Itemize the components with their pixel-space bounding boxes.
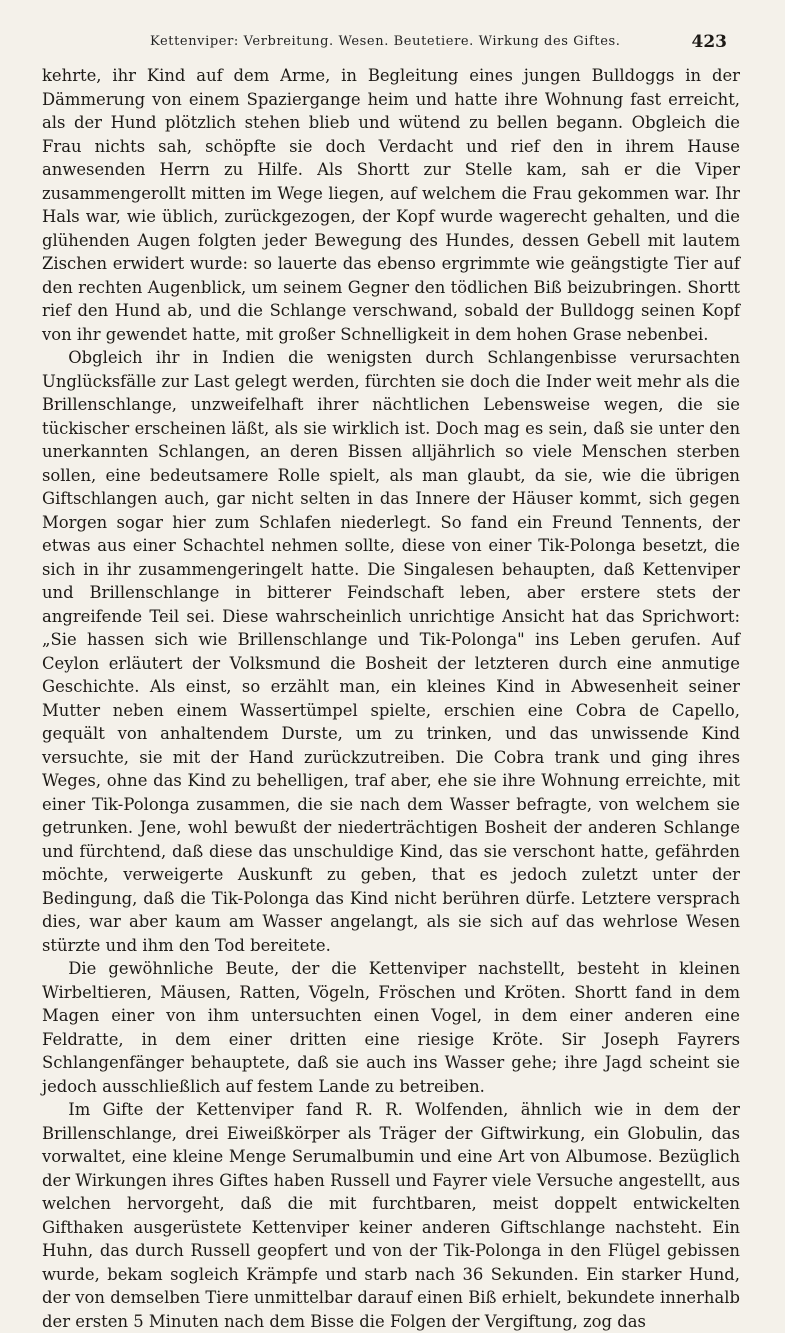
paragraph-beute: Die gewöhnliche Beute, der die Kettenviper nachstellt, besteht in kleinen Wirbeltieren, Mäusen, Ratten, Vögeln, Fröschen und Kröten. Shortt fand in dem Magen einer von ihm untersuchten einen Vogel, in dem einer anderen eine Feldratte, in dem einer dritten eine riesige Kröte. Sir Joseph Fayrers Schlangenfänger behauptete, daß sie auch ins Wasser gehe; ihre Jagd scheint sie jedoch ausschließlich auf festem Lande zu betreiben. [42, 959, 740, 1096]
paragraph-continuation: kehrte, ihr Kind auf dem Arme, in Begleitung eines jungen Bulldoggs in der Dämmerung von einem Spaziergange heim und hatte ihre Wohnung fast erreicht, als der Hund plötzlich stehen blieb und wütend zu bellen begann. Obgleich die Frau nichts sah, schöpfte sie doch Verdacht und rief den in ihrem Hause anwesenden Herrn zu Hilfe. Als Shortt zur Stelle kam, sah er die Viper zusammengerollt mitten im Wege liegen, auf welchem die Frau gekommen war. Ihr Hals war, wie üblich, zurückgezogen, der Kopf wurde wagerecht gehalten, und die glühenden Augen folgten jeder Bewegung des Hundes, dessen Gebell mit lautem Zischen erwidert wurde: so lauerte das ebenso ergrimmte wie geängstigte Tier auf den rechten Augenblick, um seinem Gegner den tödlichen Biß beizubringen. Shortt rief den Hund ab, und die Schlange verschwand, sobald der Bulldogg seinen Kopf von ihr gewendet hatte, mit großer Schnelligkeit in dem hohen Grase nebenbei. [42, 66, 740, 344]
running-head: Kettenviper: Verbreitung. Wesen. Beutetiere. Wirkung des Giftes. [150, 34, 621, 49]
body-text [42, 64, 740, 1333]
page-number: 423 [691, 32, 727, 52]
paragraph-gift: Im Gifte der Kettenviper fand R. R. Wolfenden, ähnlich wie in dem der Brillenschlange, drei Eiweißkörper als Träger der Giftwirkung, ein Globulin, das vorwaltet, eine kleine Menge Serumalbumin und eine Art von Albumose. Bezüglich der Wirkungen ihres Giftes haben Russell und Fayrer viele Versuche angestellt, aus welchen hervorgeht, daß die mit furchtbaren, meist doppelt entwickelten Gifthaken ausgerüstete Kettenviper keiner anderen Giftschlange nachsteht. Ein Huhn, das durch Russell geopfert und von der Tik-Polonga in den Flügel gebissen wurde, bekam sogleich Krämpfe und starb nach 36 Sekunden. Ein starker Hund, der von demselben Tiere unmittelbar darauf einen Biß erhielt, bekundete innerhalb der ersten 5 Minuten nach dem Bisse die Folgen der Vergiftung, zog das [42, 1100, 740, 1331]
paragraph-indien: Obgleich ihr in Indien die wenigsten durch Schlangenbisse verursachten Unglücksfälle zur Last gelegt werden, fürchten sie doch die Inder weit mehr als die Brillenschlange, unzweifelhaft ihrer nächtlichen Lebensweise wegen, die sie tückischer erscheinen läßt, als sie wirklich ist. Doch mag es sein, daß sie unter den unerkannten Schlangen, an deren Bissen alljährlich so viele Menschen sterben sollen, eine bedeutsamere Rolle spielt, als man glaubt, da sie, wie die übrigen Giftschlangen auch, gar nicht selten in das Innere der Häuser kommt, sich gegen Morgen sogar hier zum Schlafen niederlegt. So fand ein Freund Tennents, der etwas aus einer Schachtel nehmen sollte, diese von einer Tik-Polonga besetzt, die sich in ihr zusammengeringelt hatte. Die Singalesen behaupten, daß Kettenviper und Brillenschlange in bitterer Feindschaft leben, aber erstere stets der angreifende Teil sei. Diese wahrscheinlich unrichtige Ansicht hat das Sprichwort: „Sie hassen sich wie Brillenschlange und Tik-Polonga" ins Leben gerufen. Auf Ceylon erläutert der Volksmund die Bosheit der letzteren durch eine anmutige Geschichte. Als einst, so erzählt man, ein kleines Kind in Abwesenheit seiner Mutter neben einem Wassertümpel spielte, erschien eine Cobra de Capello, gequält von anhaltendem Durste, um zu trinken, und das unwissende Kind versuchte, sie mit der Hand zurückzutreiben. Die Cobra trank und ging ihres Weges, ohne das Kind zu behelligen, traf aber, ehe sie ihre Wohnung erreichte, mit einer Tik-Polonga zusammen, die sie nach dem Wasser befragte, von welchem sie getrunken. Jene, wohl bewußt der niederträchtigen Bosheit der anderen Schlange und fürchtend, daß diese das unschuldige Kind, das sie verschont hatte, gefährden möchte, verweigerte Auskunft zu geben, that es jedoch zuletzt unter der Bedingung, daß die Tik-Polonga das Kind nicht berühren dürfe. Letztere versprach dies, war aber kaum am Wasser angelangt, als sie sich auf das wehrlose Wesen stürzte und ihm den Tod bereitete. [42, 348, 740, 955]
